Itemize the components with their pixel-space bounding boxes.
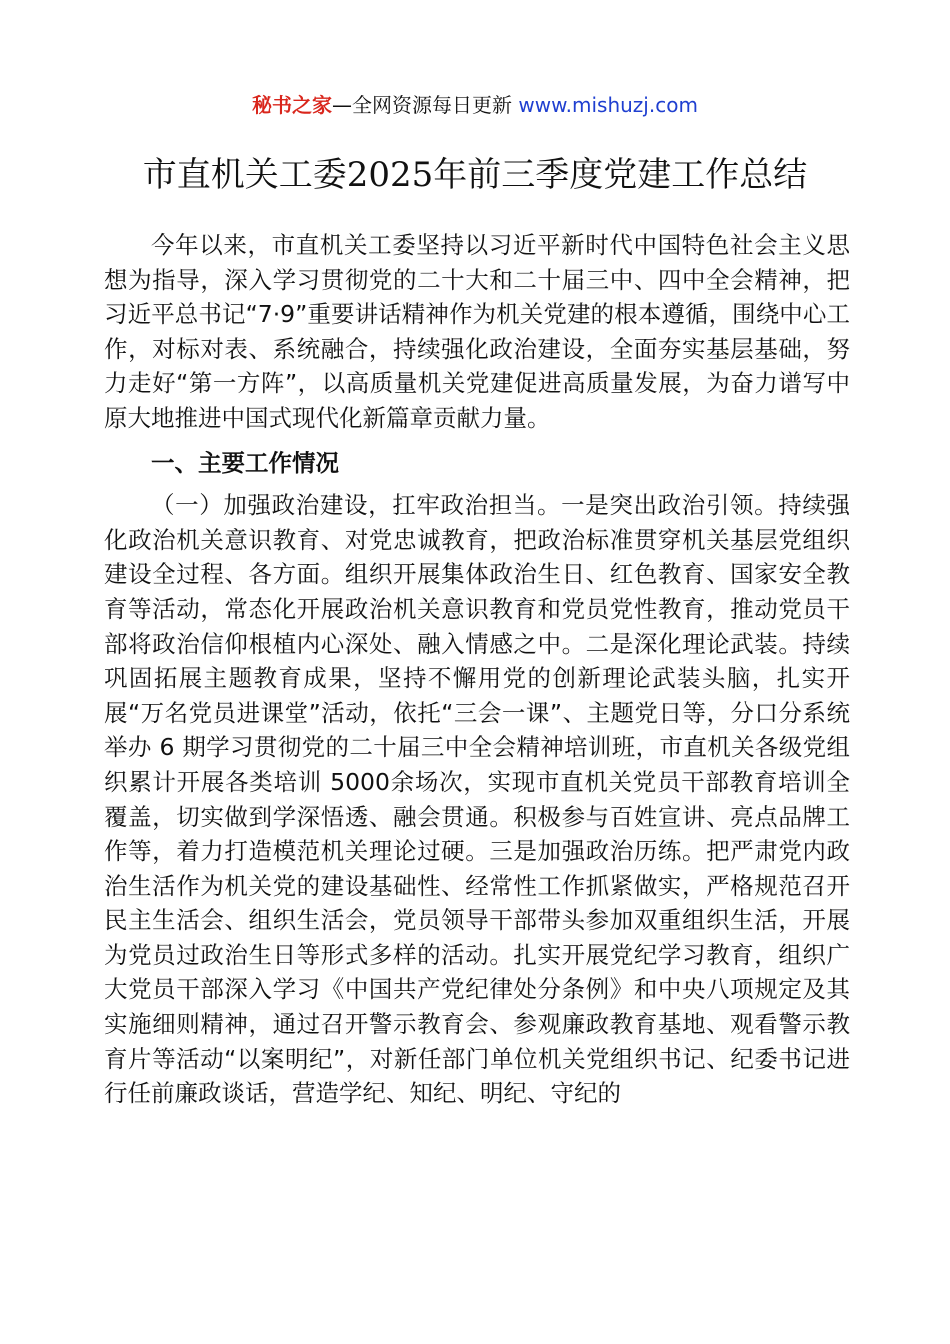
intro-paragraph: 今年以来，市直机关工委坚持以习近平新时代中国特色社会主义思想为指导，深入学习贯彻党的二十大和二十届三中、四中全会精神，把习近平总书记“7·9”重要讲话精神作为机关党建的根本遵循，围绕中心工作，对标对表、系统融合，持续强化政治建设，全面夯实基层基础，努力走好“第一方阵”，以高质量机关党建促进高质量发展，为奋力谱写中原大地推进中国式现代化新篇章贡献力量。 (104, 231, 850, 432)
section-heading: 一、主要工作情况 (151, 448, 339, 477)
document-body (104, 228, 850, 1111)
site-header (0, 90, 950, 120)
section-paragraph: （一）加强政治建设，扛牢政治担当。一是突出政治引领。持续强化政治机关意识教育、对党忠诚教育，把政治标准贯穿机关基层党组织建设全过程、各方面。组织开展集体政治生日、红色教育、国家安全教育等活动，常态化开展政治机关意识教育和党员党性教育，推动党员干部将政治信仰根植内心深处、融入情感之中。二是深化理论武装。持续巩固拓展主题教育成果，坚持不懈用党的创新理论武装头脑，扎实开展“万名党员进课堂”活动，依托“三会一课”、主题党日等，分口分系统举办 6 期学习贯彻党的二十届三中全会精神培训班，市直机关各级党组织累计开展各类培训 5000余场次，实现市直机关党员干部教育培训全覆盖，切实做到学深悟透、融会贯通。积极参与百姓宣讲、亮点品牌工作等，着力打造模范机关理论过硬。三是加强政治历练。把严肃党内政治生活作为机关党的建设基础性、经常性工作抓紧做实，严格规范召开民主生活会、组织生活会，党员领导干部带头参加双重组织生活，开展为党员过政治生日等形式多样的活动。扎实开展党纪学习教育，组织广大党员干部深入学习《中国共产党纪律处分条例》和中央八项规定及其实施细则精神，通过召开警示教育会、参观廉政教育基地、观看警示教育片等活动“以案明纪”，对新任部门单位机关党组织书记、纪委书记进行任前廉政谈话，营造学纪、知纪、明纪、守纪的 (104, 491, 850, 1108)
site-brand: 秘书之家 (252, 93, 333, 117)
site-tagline: —全网资源每日更新 (332, 93, 519, 117)
document-title: 市直机关工委2025年前三季度党建工作总结 (142, 155, 808, 195)
site-url-link[interactable]: www.mishuzj.com (518, 93, 698, 117)
